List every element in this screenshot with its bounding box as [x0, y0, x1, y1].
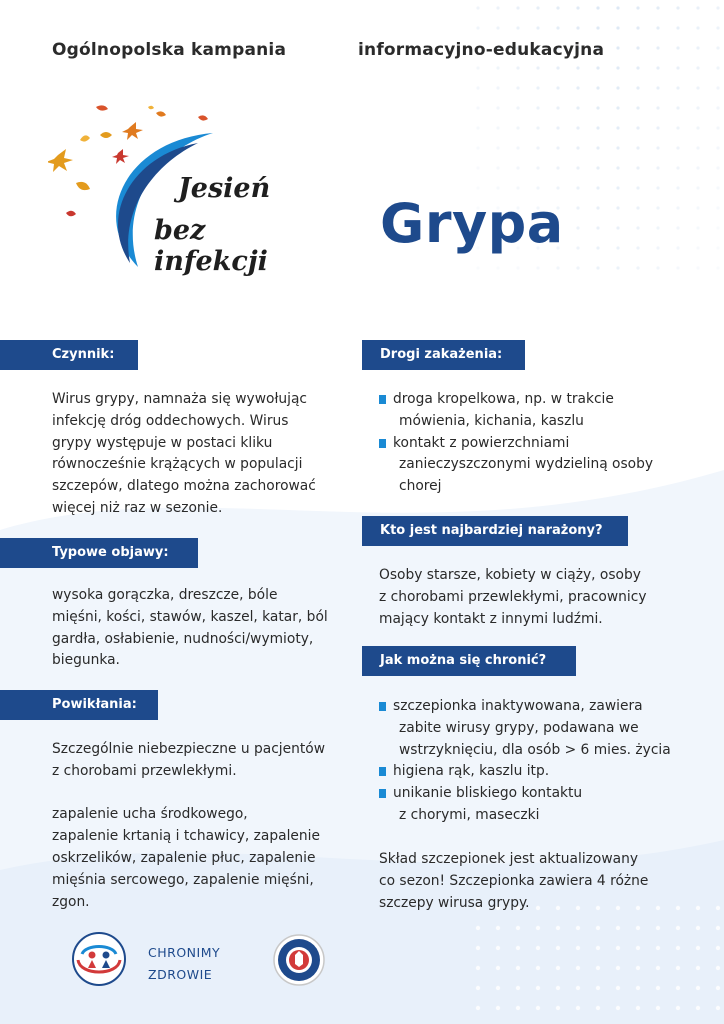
text-line: co sezon! Szczepionka zawiera 4 różne [379, 872, 649, 889]
decorative-dot [516, 926, 520, 930]
text-line: mający kontakt z innymi ludźmi. [379, 610, 603, 627]
decorative-dot [516, 986, 520, 990]
decorative-dot [696, 1006, 700, 1010]
decorative-dot [556, 106, 559, 109]
decorative-dot [676, 46, 679, 49]
decorative-dot [716, 66, 719, 69]
decorative-dot [496, 946, 500, 950]
decorative-dot [656, 946, 660, 950]
footer-line-2: ZDROWIE [148, 967, 213, 982]
decorative-dot [576, 926, 580, 930]
bullet-icon [379, 395, 386, 404]
decorative-dot [636, 146, 639, 149]
list-item [379, 389, 709, 433]
decorative-dot [676, 166, 679, 169]
decorative-dot [576, 26, 579, 29]
decorative-dot [696, 6, 699, 9]
decorative-dot [576, 986, 580, 990]
decorative-dot [536, 166, 539, 169]
decorative-dot [636, 106, 639, 109]
decorative-dot [596, 226, 599, 229]
decorative-dot [676, 66, 679, 69]
decorative-dot [636, 246, 639, 249]
decorative-dot [636, 266, 639, 269]
text-line: szczepów, dlatego można zachorować [52, 478, 316, 495]
decorative-dot [596, 986, 600, 990]
decorative-dot [616, 966, 620, 970]
text-line: biegunka. [52, 652, 120, 669]
decorative-dot [576, 1006, 580, 1010]
logo-line-1: Jesień [178, 173, 271, 204]
decorative-dot [656, 86, 659, 89]
decorative-dot [656, 166, 659, 169]
label-powiklania: Powikłania: [0, 690, 158, 720]
decorative-dot [556, 266, 559, 269]
decorative-dot [716, 246, 719, 249]
decorative-dot [656, 226, 659, 229]
text-line: oskrzelików, zapalenie płuc, zapalenie [52, 849, 316, 866]
list-item [379, 433, 709, 498]
list-item-text: chorej [399, 478, 442, 495]
decorative-dot [596, 206, 599, 209]
decorative-dot [656, 26, 659, 29]
list-item-text: zabite wirusy grypy, podawana we [399, 719, 639, 736]
decorative-dot [676, 106, 679, 109]
decorative-dot [556, 966, 560, 970]
list-item-text: mówienia, kichania, kaszlu [399, 412, 584, 429]
decorative-dot [676, 986, 680, 990]
chronic-list [379, 696, 714, 827]
decorative-dot [576, 166, 579, 169]
decorative-dot [536, 186, 539, 189]
list-item-text: unikanie bliskiego kontaktu [393, 785, 583, 802]
list-item-text: zanieczyszczonymi wydzieliną osoby [399, 456, 654, 473]
list-item-text: szczepionka inaktywowana, zawiera [393, 698, 643, 714]
decorative-dot [516, 26, 519, 29]
decorative-dot [696, 146, 699, 149]
decorative-dot [536, 986, 540, 990]
decorative-dot [516, 966, 520, 970]
decorative-dot [496, 66, 499, 69]
decorative-dot [616, 946, 620, 950]
decorative-dot [656, 126, 659, 129]
decorative-dot [556, 946, 560, 950]
decorative-dot [636, 6, 639, 9]
decorative-dot [576, 126, 579, 129]
decorative-dot [476, 86, 479, 89]
text-line: z chorobami przewlekłymi. [52, 762, 237, 779]
decorative-dot [616, 126, 619, 129]
decorative-dot [636, 86, 639, 89]
decorative-dot [676, 1006, 680, 1010]
decorative-dot [496, 146, 499, 149]
bullet-icon [379, 439, 386, 448]
bullet-icon [379, 789, 386, 798]
decorative-dot [516, 66, 519, 69]
decorative-dot [476, 146, 479, 149]
text-line: równocześnie krążących w populacji [52, 456, 303, 473]
decorative-dot [616, 6, 619, 9]
decorative-dot [496, 266, 499, 269]
decorative-dot [696, 226, 699, 229]
decorative-dot [476, 126, 479, 129]
decorative-dot [716, 966, 720, 970]
decorative-dot [536, 946, 540, 950]
text-line: Skład szczepionek jest aktualizowany [379, 851, 639, 867]
decorative-dot [496, 926, 500, 930]
drogi-list [379, 389, 709, 498]
decorative-dot [616, 106, 619, 109]
powiklania-text [52, 739, 357, 913]
text-line: z chorobami przewlekłymi, pracownicy [379, 588, 647, 605]
label-drogi-zakazenia: Drogi zakażenia: [362, 340, 525, 370]
decorative-dot [596, 926, 600, 930]
decorative-dot [636, 966, 640, 970]
decorative-dot [476, 6, 479, 9]
decorative-dot [636, 1006, 640, 1010]
footer-line-1: CHRONIMY [148, 945, 221, 960]
decorative-dot [496, 26, 499, 29]
text-line: więcej niż raz w sezonie. [52, 499, 223, 516]
decorative-dot [576, 966, 580, 970]
decorative-dot [576, 186, 579, 189]
decorative-dot [676, 126, 679, 129]
decorative-dot [696, 966, 700, 970]
decorative-dot [556, 986, 560, 990]
decorative-dot [716, 226, 719, 229]
decorative-dot [476, 1006, 480, 1010]
decorative-dot [596, 126, 599, 129]
decorative-dot [516, 106, 519, 109]
decorative-dot [536, 1006, 540, 1010]
decorative-dot [576, 86, 579, 89]
decorative-dot [676, 946, 680, 950]
decorative-dot [676, 246, 679, 249]
decorative-dot [516, 166, 519, 169]
list-item-text: wstrzyknięciu, dla osób > 6 mies. życia [399, 741, 671, 758]
decorative-dot [696, 266, 699, 269]
decorative-dot [536, 146, 539, 149]
decorative-dot [556, 186, 559, 189]
label-czynnik: Czynnik: [0, 340, 138, 370]
decorative-dot [496, 86, 499, 89]
decorative-dot [616, 226, 619, 229]
decorative-dot [696, 986, 700, 990]
decorative-dot [536, 966, 540, 970]
label-jak-chronic: Jak można się chronić? [362, 646, 576, 676]
text-line: zgon. [52, 893, 90, 910]
decorative-dot [576, 206, 579, 209]
decorative-dot [616, 1006, 620, 1010]
decorative-dot [476, 66, 479, 69]
decorative-dot [496, 126, 499, 129]
bullet-icon [379, 767, 386, 776]
decorative-dot [476, 166, 479, 169]
decorative-dot [656, 146, 659, 149]
list-item [379, 761, 714, 783]
decorative-dot [696, 66, 699, 69]
decorative-dot [716, 106, 719, 109]
text-line: Wirus grypy, namnaża się wywołując [52, 391, 307, 407]
list-item [379, 696, 714, 761]
decorative-dot [516, 946, 520, 950]
decorative-dot [716, 146, 719, 149]
campaign-logo [48, 95, 323, 275]
page-title: Grypa [380, 192, 564, 255]
decorative-dot [716, 266, 719, 269]
decorative-dot [536, 126, 539, 129]
decorative-dots-bottom [470, 900, 724, 1024]
decorative-dot [656, 266, 659, 269]
decorative-dot [616, 46, 619, 49]
decorative-dot [636, 66, 639, 69]
decorative-dot [636, 226, 639, 229]
decorative-dot [636, 206, 639, 209]
campaign-header-left: Ogólnopolska kampania [52, 40, 287, 60]
decorative-dot [696, 86, 699, 89]
decorative-dot [556, 926, 560, 930]
decorative-dot [596, 86, 599, 89]
decorative-dot [676, 86, 679, 89]
decorative-dot [636, 986, 640, 990]
decorative-dot [656, 986, 660, 990]
label-kto-narazony: Kto jest najbardziej narażony? [362, 516, 628, 546]
decorative-dot [656, 926, 660, 930]
decorative-dot [696, 926, 700, 930]
decorative-dot [656, 186, 659, 189]
decorative-dot [516, 126, 519, 129]
text-line: Osoby starsze, kobiety w ciąży, osoby [379, 567, 641, 583]
list-item-text: higiena rąk, kaszlu itp. [393, 763, 550, 780]
decorative-dot [656, 46, 659, 49]
decorative-dot [596, 66, 599, 69]
decorative-dot [696, 166, 699, 169]
decorative-dot [616, 926, 620, 930]
decorative-dot [596, 966, 600, 970]
decorative-dot [516, 266, 519, 269]
decorative-dot [476, 986, 480, 990]
decorative-dot [616, 266, 619, 269]
decorative-dot [676, 146, 679, 149]
decorative-dot [696, 206, 699, 209]
text-line: gardła, osłabienie, nudności/wymioty, [52, 630, 314, 647]
bullet-icon [379, 702, 386, 711]
decorative-dot [516, 186, 519, 189]
decorative-dot [656, 246, 659, 249]
decorative-dot [556, 26, 559, 29]
decorative-dot [716, 986, 720, 990]
decorative-dot [556, 1006, 560, 1010]
logo-line-2: bez infekcji [154, 215, 268, 277]
decorative-dot [496, 186, 499, 189]
decorative-dot [556, 66, 559, 69]
decorative-dot [516, 6, 519, 9]
text-line: grypy występuje w postaci kliku [52, 434, 273, 451]
decorative-dot [616, 986, 620, 990]
decorative-dot [696, 46, 699, 49]
decorative-dot [656, 1006, 660, 1010]
decorative-dot [556, 6, 559, 9]
decorative-dot [496, 166, 499, 169]
decorative-dot [536, 926, 540, 930]
label-typowe-objawy: Typowe objawy: [0, 538, 198, 568]
text-line: zapalenie krtanią i tchawicy, zapalenie [52, 828, 320, 845]
decorative-dot [536, 66, 539, 69]
decorative-dot [536, 26, 539, 29]
decorative-dot [596, 146, 599, 149]
decorative-dot [636, 26, 639, 29]
decorative-dot [616, 26, 619, 29]
decorative-dot [476, 966, 480, 970]
list-item [379, 783, 714, 827]
list-item-text: droga kropelkowa, np. w trakcie [393, 391, 614, 407]
decorative-dot [556, 86, 559, 89]
decorative-dot [656, 66, 659, 69]
decorative-dot [576, 266, 579, 269]
decorative-dot [716, 46, 719, 49]
decorative-dot [616, 246, 619, 249]
decorative-dot [636, 926, 640, 930]
decorative-dot [496, 6, 499, 9]
decorative-dot [676, 966, 680, 970]
decorative-dot [596, 266, 599, 269]
decorative-dot [696, 246, 699, 249]
decorative-dot [556, 166, 559, 169]
chronic-note [379, 849, 709, 914]
decorative-dot [496, 966, 500, 970]
decorative-dot [476, 946, 480, 950]
list-item-text: z chorymi, maseczki [399, 806, 540, 823]
decorative-dot [636, 46, 639, 49]
decorative-dot [596, 26, 599, 29]
decorative-dot [476, 266, 479, 269]
decorative-dot [576, 6, 579, 9]
panstwowa-inspekcja-sanitarna-seal [272, 933, 326, 987]
decorative-dot [716, 86, 719, 89]
decorative-dot [696, 946, 700, 950]
decorative-dot [556, 126, 559, 129]
decorative-dot [616, 166, 619, 169]
decorative-dot [616, 186, 619, 189]
decorative-dot [596, 6, 599, 9]
decorative-dot [576, 226, 579, 229]
decorative-dot [576, 66, 579, 69]
decorative-dot [616, 206, 619, 209]
text-line: mięśni, kości, stawów, kaszel, katar, ból [52, 608, 328, 625]
decorative-dot [716, 26, 719, 29]
decorative-dot [696, 186, 699, 189]
decorative-dot [496, 1006, 500, 1010]
decorative-dot [676, 26, 679, 29]
decorative-dot [596, 186, 599, 189]
campaign-header-right: informacyjno-edukacyjna [358, 40, 605, 60]
decorative-dot [516, 146, 519, 149]
decorative-dot [496, 986, 500, 990]
narazony-text [379, 565, 709, 630]
decorative-dot [516, 1006, 520, 1010]
chronimy-zdrowie-logo [70, 930, 128, 988]
decorative-dot [716, 186, 719, 189]
decorative-dot [576, 146, 579, 149]
decorative-dot [716, 126, 719, 129]
decorative-dot [536, 6, 539, 9]
decorative-dot [656, 106, 659, 109]
czynnik-text [52, 389, 352, 520]
decorative-dot [656, 966, 660, 970]
decorative-dot [676, 226, 679, 229]
list-item-text: kontakt z powierzchniami [393, 434, 570, 451]
decorative-dot [716, 1006, 720, 1010]
decorative-dot [616, 86, 619, 89]
decorative-dot [716, 926, 720, 930]
decorative-dot [576, 246, 579, 249]
decorative-dot [536, 106, 539, 109]
decorative-dot [716, 6, 719, 9]
decorative-dot [676, 6, 679, 9]
decorative-dot [616, 146, 619, 149]
decorative-dot [656, 6, 659, 9]
text-line: mięśnia sercowego, zapalenie mięśni, [52, 871, 314, 888]
decorative-dot [596, 106, 599, 109]
text-line: Szczególnie niebezpieczne u pacjentów [52, 741, 326, 757]
decorative-dot [536, 266, 539, 269]
decorative-dot [596, 166, 599, 169]
decorative-dot [596, 246, 599, 249]
decorative-dot [556, 146, 559, 149]
decorative-dot [476, 26, 479, 29]
text-line: wysoka gorączka, dreszcze, bóle [52, 587, 278, 603]
decorative-dot [676, 206, 679, 209]
text-line: zapalenie ucha środkowego, [52, 806, 248, 823]
decorative-dot [716, 206, 719, 209]
decorative-dot [576, 106, 579, 109]
decorative-dot [596, 946, 600, 950]
decorative-dot [696, 26, 699, 29]
decorative-dot [676, 186, 679, 189]
decorative-dot [536, 86, 539, 89]
decorative-dot [696, 126, 699, 129]
decorative-dot [596, 1006, 600, 1010]
decorative-dot [636, 186, 639, 189]
decorative-dot [636, 166, 639, 169]
decorative-dot [676, 266, 679, 269]
decorative-dot [676, 926, 680, 930]
decorative-dot [616, 66, 619, 69]
decorative-dot [716, 166, 719, 169]
decorative-dot [516, 86, 519, 89]
objawy-text [52, 585, 352, 672]
decorative-dot [656, 206, 659, 209]
decorative-dot [476, 186, 479, 189]
text-line: infekcję dróg oddechowych. Wirus [52, 412, 289, 429]
decorative-dot [476, 106, 479, 109]
spacer [52, 783, 357, 805]
decorative-dot [476, 926, 480, 930]
decorative-dot [716, 906, 720, 910]
decorative-dot [636, 126, 639, 129]
decorative-dot [576, 946, 580, 950]
decorative-dot [716, 946, 720, 950]
decorative-dot [496, 106, 499, 109]
chronimy-zdrowie-text [148, 942, 220, 986]
text-line: szczepy wirusa grypy. [379, 894, 530, 911]
decorative-dot [636, 946, 640, 950]
decorative-dot [696, 106, 699, 109]
